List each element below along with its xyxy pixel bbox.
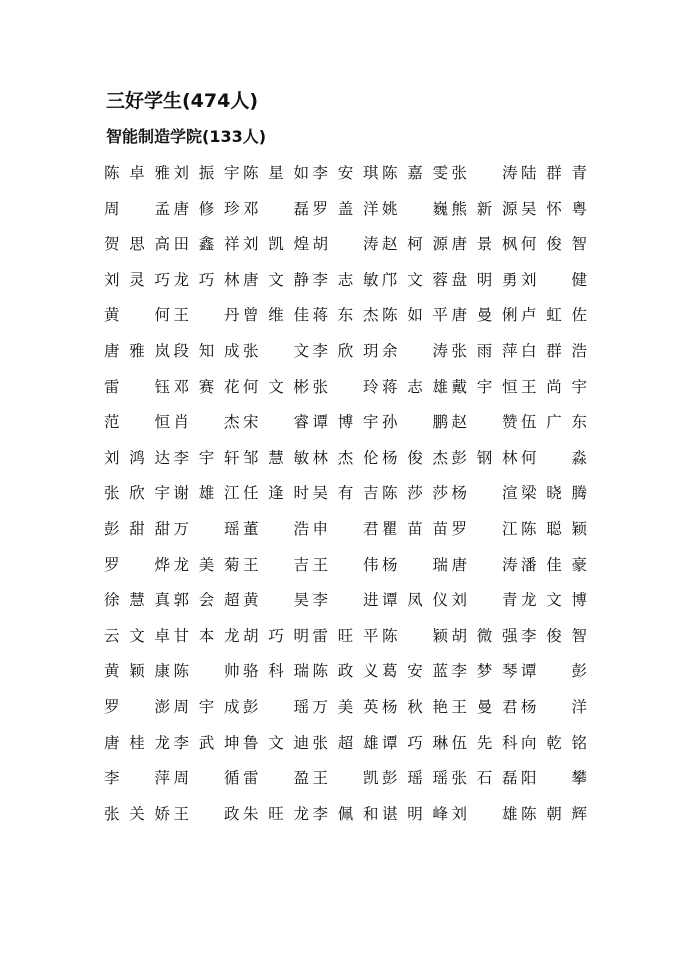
student-name: 卢 虹 佐: [521, 306, 587, 325]
student-name: 刘 鸿 达: [104, 448, 170, 467]
student-name: 李 梦 琴: [451, 662, 518, 681]
student-name: 张 石 磊: [451, 769, 518, 788]
student-name: 谭 巧 琳: [382, 733, 448, 752]
student-name: 甘 本 龙: [173, 626, 240, 645]
student-name: 何 俊 智: [521, 235, 587, 254]
student-name: 贺 思 高: [104, 235, 170, 254]
student-name: 谭 凤 仪: [382, 591, 448, 610]
student-name: 徐 慧 真: [104, 591, 170, 610]
student-name: 邝 文 蓉: [382, 270, 448, 289]
student-name: 王 丹: [173, 306, 240, 325]
student-name: 胡 涛: [312, 235, 379, 254]
student-name: 林 杰 伦: [312, 448, 379, 467]
student-name: 彭 甜 甜: [104, 519, 170, 538]
student-name: 张 超 雄: [312, 733, 379, 752]
student-name: 董 浩: [243, 519, 309, 538]
student-name: 张 欣 宇: [104, 484, 170, 503]
student-name: 陈 朝 辉: [521, 804, 587, 823]
student-name: 王 凯: [312, 769, 379, 788]
student-name: 黄 昊: [243, 591, 309, 610]
student-name: 李 俊 智: [521, 626, 587, 645]
student-name: 任 逢 时: [243, 484, 309, 503]
student-name: 雷 钰: [104, 377, 170, 396]
student-name: 彭 钢 林: [451, 448, 518, 467]
student-name: 陈 颖: [382, 626, 448, 645]
student-name: 王 吉: [243, 555, 309, 574]
student-name: 潘 佳 豪: [521, 555, 587, 574]
student-name: 黄 何: [104, 306, 170, 325]
student-name: 郭 会 超: [173, 591, 240, 610]
student-name: 王 曼 君: [451, 697, 518, 716]
page-title: 三好学生(474人): [106, 90, 259, 112]
student-name: 盘 明 勇: [451, 270, 518, 289]
student-name: 胡 巧 明: [243, 626, 309, 645]
student-name: 谭 彭: [521, 662, 587, 681]
student-name: 雷 旺 平: [312, 626, 379, 645]
student-name: 雷 盈: [243, 769, 309, 788]
student-name: 唐 桂 龙: [104, 733, 170, 752]
student-name: 刘 灵 巧: [104, 270, 170, 289]
student-name: 伍 先 科: [451, 733, 518, 752]
student-name: 戴 宇 恒: [451, 377, 518, 396]
student-name: 蒋 东 杰: [312, 306, 379, 325]
student-name: 姚 巍: [382, 199, 448, 218]
student-name: 李 志 敏: [312, 270, 379, 289]
student-name: 刘 青: [451, 591, 518, 610]
student-name: 李 武 坤: [173, 733, 240, 752]
student-name: 唐 涛: [451, 555, 518, 574]
student-name: 唐 景 枫: [451, 235, 518, 254]
student-name: 黄 颖 康: [104, 662, 170, 681]
student-name: 张 关 娇: [104, 804, 170, 823]
student-name: 杨 俊 杰: [382, 448, 448, 467]
student-name: 万 瑶: [173, 519, 240, 538]
student-name: 梁 晓 腾: [521, 484, 587, 503]
student-name: 陈 聪 颖: [521, 519, 587, 538]
student-name: 余 涛: [382, 341, 448, 360]
name-grid: [104, 161, 591, 837]
student-name: 邓 磊: [243, 199, 309, 218]
student-name: 刘 雄: [451, 804, 518, 823]
student-name: 彭 瑶: [243, 697, 309, 716]
student-name: 刘 健: [521, 270, 587, 289]
student-name: 段 知 成: [173, 341, 240, 360]
student-name: 熊 新 源: [451, 199, 518, 218]
student-name: 田 鑫 祥: [173, 235, 240, 254]
student-name: 赵 赞: [451, 413, 518, 432]
student-name: 范 恒: [104, 413, 170, 432]
student-name: 周 宇 成: [173, 697, 240, 716]
student-name: 蒋 志 雄: [382, 377, 448, 396]
student-name: 杨 渲: [451, 484, 518, 503]
student-name: 陆 群 青: [521, 164, 587, 182]
student-name: 龙 美 菊: [173, 555, 240, 574]
student-name: 周 循: [173, 769, 240, 788]
student-name: 鲁 文 迪: [243, 733, 309, 752]
student-name: 胡 微 强: [451, 626, 518, 645]
student-name: 孙 鹏: [382, 413, 448, 432]
student-name: 李 安 琪: [312, 164, 379, 182]
student-name: 陈 莎 莎: [382, 484, 448, 503]
student-name: 李 萍: [104, 769, 170, 788]
student-name: 葛 安 蓝: [382, 662, 448, 681]
student-name: 宋 睿: [243, 413, 309, 432]
student-name: 云 文 卓: [104, 626, 170, 645]
section-title: 智能制造学院(133人): [106, 127, 267, 146]
student-name: 张 雨 萍: [451, 341, 518, 360]
student-name: 刘 振 宇: [173, 164, 240, 182]
student-name: 赵 柯 源: [382, 235, 448, 254]
student-name: 谌 明 峰: [382, 804, 448, 823]
student-name: 唐 雅 岚: [104, 341, 170, 360]
student-name: 谢 雄 江: [173, 484, 240, 503]
student-name: 罗 江: [451, 519, 518, 538]
student-name: 邓 赛 花: [173, 377, 240, 396]
student-name: 肖 杰: [173, 413, 240, 432]
student-name: 陈 卓 雅: [104, 164, 170, 182]
student-name: 杨 洋: [521, 697, 587, 716]
student-name: 李 宇 轩: [173, 448, 240, 467]
student-name: 陈 帅: [173, 662, 240, 681]
student-name: 周 孟: [104, 199, 170, 218]
student-name: 陈 政 义: [312, 662, 379, 681]
student-name: 杨 瑞: [382, 555, 448, 574]
student-name: 谭 博 宇: [312, 413, 379, 432]
student-name: 李 欣 玥: [312, 341, 379, 360]
student-name: 伍 广 东: [521, 413, 587, 432]
student-name: 张 文: [243, 341, 309, 360]
student-name: 王 伟: [312, 555, 379, 574]
student-name: 曾 维 佳: [243, 306, 309, 325]
student-name: 张 玲: [312, 377, 379, 396]
student-name: 骆 科 瑞: [243, 662, 309, 681]
student-name: 张 涛: [451, 164, 518, 182]
student-name: 罗 烨: [104, 555, 170, 574]
student-name: 何 文 彬: [243, 377, 309, 396]
student-name: 阳 攀: [521, 769, 587, 788]
student-name: 唐 曼 俐: [451, 306, 518, 325]
student-name: 刘 凯 煌: [243, 235, 309, 254]
student-name: 罗 盖 洋: [312, 199, 379, 218]
student-name: 吴 有 吉: [312, 484, 379, 503]
student-name: 唐 文 静: [243, 270, 309, 289]
student-name: 王 尚 宇: [521, 377, 587, 396]
student-name: 李 进: [312, 591, 379, 610]
student-name: 杨 秋 艳: [382, 697, 448, 716]
student-name: 万 美 英: [312, 697, 379, 716]
student-name: 瞿 苗 苗: [382, 519, 448, 538]
student-name: 白 群 浩: [521, 341, 587, 360]
student-name: 陈 如 平: [382, 306, 448, 325]
student-name: 王 政: [173, 804, 240, 823]
student-name: 唐 修 珍: [173, 199, 240, 218]
student-name: 向 乾 铭: [521, 733, 587, 752]
student-name: 朱 旺 龙: [243, 804, 309, 823]
student-name: 龙 巧 林: [173, 270, 240, 289]
student-name: 陈 嘉 雯: [382, 164, 448, 182]
student-name: 陈 星 如: [243, 164, 309, 182]
student-name: 彭 瑶 瑶: [382, 769, 448, 788]
student-name: 李 佩 和: [312, 804, 379, 823]
student-name: 吴 怀 粤: [521, 199, 587, 218]
student-name: 何 淼: [521, 448, 587, 467]
student-name: 龙 文 博: [521, 591, 587, 610]
student-name: 邹 慧 敏: [243, 448, 309, 467]
student-name: 罗 澎: [104, 697, 170, 716]
student-name: 申 君: [312, 519, 379, 538]
